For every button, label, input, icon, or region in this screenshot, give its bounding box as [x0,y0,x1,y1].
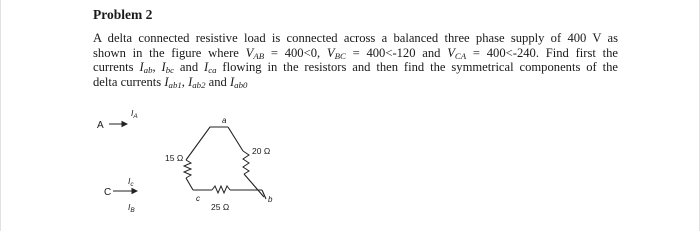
text-segment: currents [93,60,140,75]
voltage-symbol: V [326,45,335,60]
wire-15ohm-to-c [186,178,193,190]
text-segment: and [174,60,204,75]
current-subscript: ab1 [168,79,182,90]
text-segment: , [152,60,162,75]
wire-a-to-15ohm [186,127,228,160]
resistor-20-label: 20 Ω [252,146,271,156]
current-symbol: I [188,74,193,89]
terminal-a-label: A [97,120,104,131]
voltage-subscript: BC [334,50,346,61]
node-c-label: c [196,194,200,203]
current-symbol: I [161,60,166,75]
node-a-label: a [222,116,227,125]
text-segment: , [181,74,189,89]
wire-b-lead [262,190,266,199]
text-segment: = 400<-120 and [345,45,448,60]
wire-20ohm-to-b [244,174,264,197]
text-segment: and [205,74,230,89]
current-subscript: ab2 [192,79,206,90]
current-ib-label: $I_B$ [128,202,135,214]
text-segment: delta currents [93,74,165,89]
text-segment: = 400<-240. Find first the [466,45,618,60]
current-ic-label: $I_c$ [128,176,134,188]
current-ia-label: $I_A$ [131,108,138,120]
current-subscript: bc [165,65,175,76]
voltage-symbol: V [245,45,254,60]
voltage-symbol: V [447,45,455,60]
text-segment: shown in the figure where [93,45,246,60]
current-symbol: I [164,74,169,89]
text-segment: = 400<0, [264,45,327,60]
current-subscript: ca [208,65,217,76]
current-subscript: ab [143,65,153,76]
voltage-subscript: CA [454,50,467,61]
current-symbol: I [204,60,209,75]
resistor-20-ohm [243,151,249,174]
resistor-15-label: 15 Ω [165,153,184,163]
voltage-subscript: AB [253,50,265,61]
resistor-25-label: 25 Ω [211,202,230,212]
current-symbol: I [139,60,144,75]
terminal-c-label: C [104,187,112,198]
current-symbol: I [229,74,235,89]
resistor-25-ohm [212,186,230,193]
wire-a-to-20ohm [228,127,243,151]
problem-title: Problem 2 [93,7,153,22]
text-segment: flowing in the resistors and then find the symmetrical components of the [216,60,619,75]
resistor-15-ohm [184,160,191,178]
current-subscript: ab0 [234,79,248,90]
node-b-label: b [268,195,273,204]
statement-line-1: A delta connected resistive load is connected across a balanced three phase supply of 400 V as [93,31,618,45]
